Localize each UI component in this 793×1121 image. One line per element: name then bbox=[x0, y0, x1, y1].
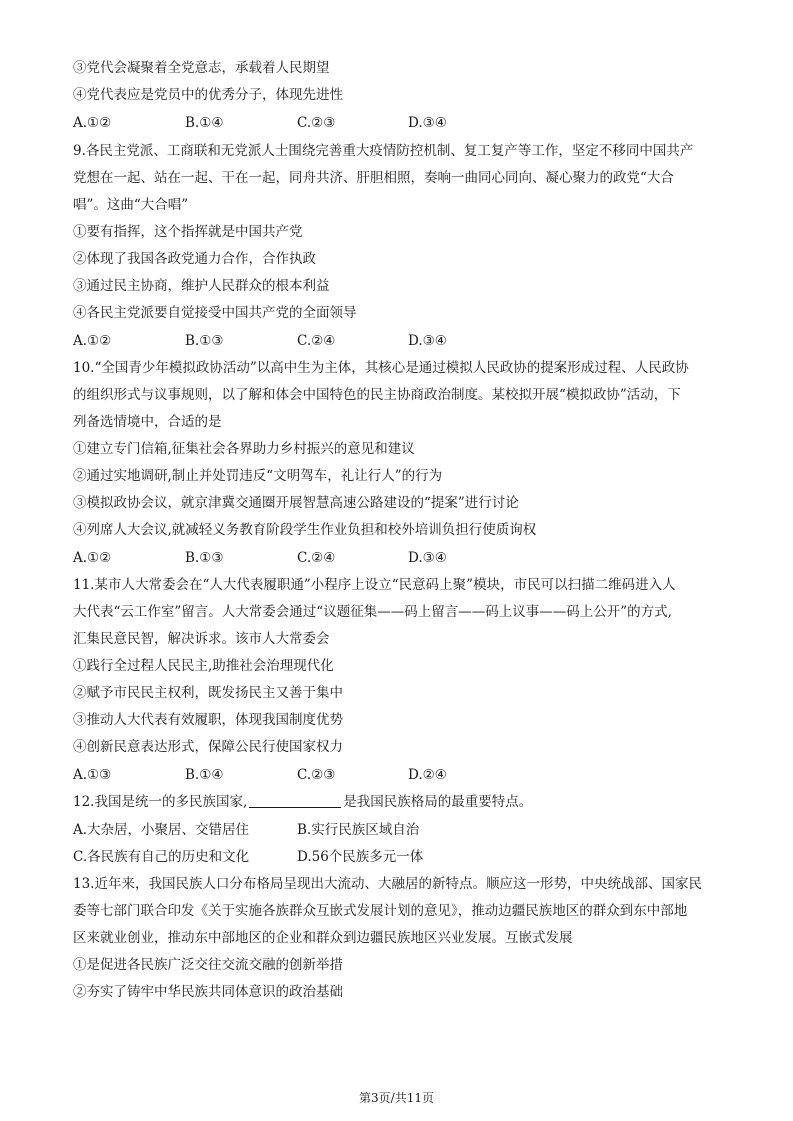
q13-stem-line-1: 13.近年来，我国民族人口分布格局呈现出大流动、大融居的新特点。顺应这一形势，中央统战部、国家民 bbox=[73, 876, 702, 892]
q10-option-b[interactable]: B.①③ bbox=[185, 550, 224, 566]
q13-stem-line-2: 委等七部门联合印发《关于实施各族群众互嵌式发展计划的意见》，推动边疆民族地区的群众到东中部地 bbox=[73, 903, 688, 919]
q11-item-2: ②赋予市民民主权利，既发扬民主又善于集中 bbox=[73, 685, 343, 701]
q10-option-d[interactable]: D.③④ bbox=[408, 550, 447, 566]
q9-stem-line-1: 9.各民主党派、工商联和无党派人士围绕完善重大疫情防控机制、复工复产等工作，坚定不移同中国共产 bbox=[73, 143, 694, 159]
q9-option-b[interactable]: B.①③ bbox=[185, 333, 224, 349]
q10-item-1: ①建立专门信箱,征集社会各界助力乡村振兴的意见和建议 bbox=[73, 441, 415, 457]
q12-option-a[interactable]: A.大杂居，小聚居、交错居住 bbox=[73, 822, 250, 838]
q9-item-2: ②体现了我国各政党通力合作，合作执政 bbox=[73, 251, 316, 267]
q9-option-c[interactable]: C.②④ bbox=[297, 333, 336, 349]
q12-options-row-2 bbox=[73, 847, 733, 867]
q8-option-b[interactable]: B.①④ bbox=[185, 115, 224, 131]
q11-item-4: ④创新民意表达形式，保障公民行使国家权力 bbox=[73, 739, 343, 755]
q10-options bbox=[73, 548, 733, 568]
q9-item-1: ①要有指挥，这个指挥就是中国共产党 bbox=[73, 224, 303, 240]
q8-item-4: ④党代表应是党员中的优秀分子，体现先进性 bbox=[73, 87, 343, 103]
q10-item-3: ③模拟政协会议，就京津冀交通圈开展智慧高速公路建设的“提案”进行讨论 bbox=[73, 495, 519, 511]
q13-item-2: ②夯实了铸牢中华民族共同体意识的政治基础 bbox=[73, 984, 343, 1000]
q11-options bbox=[73, 765, 733, 785]
q12-option-c[interactable]: C.各民族有自己的历史和文化 bbox=[73, 849, 250, 865]
q13-item-1: ①是促进各民族广泛交往交流交融的创新举措 bbox=[73, 957, 343, 973]
q11-option-a[interactable]: A.①③ bbox=[73, 767, 112, 783]
q10-stem-line-1: 10.“全国青少年模拟政协活动”以高中生为主体，其核心是通过模拟人民政协的提案形成过程、人民政协 bbox=[73, 360, 689, 376]
q10-item-2: ②通过实地调研,制止并处罚违反“文明驾车，礼让行人”的行为 bbox=[73, 468, 443, 484]
q12-option-b[interactable]: B.实行民族区域自治 bbox=[297, 822, 420, 838]
q11-item-3: ③推动人大代表有效履职，体现我国制度优势 bbox=[73, 712, 343, 728]
q9-stem-line-3: 唱”。这曲“大合唱” bbox=[73, 197, 189, 213]
page-number: 第3页/共11页 bbox=[359, 1091, 434, 1105]
q11-item-1: ①践行全过程人民民主,助推社会治理现代化 bbox=[73, 658, 334, 674]
q10-stem-line-2: 的组织形式与议事规则，以了解和体会中国特色的民主协商政治制度。某校拟开展“模拟政协”活动，下 bbox=[73, 387, 681, 403]
q12-stem-before: 12.我国是统一的多民族国家, bbox=[73, 794, 248, 810]
q11-stem-line-2: 大代表“云工作室”留言。人大常委会通过“议题征集——码上留言——码上议事——码上公开”的方式, bbox=[73, 604, 672, 620]
q9-item-3: ③通过民主协商，维护人民群众的根本利益 bbox=[73, 278, 330, 294]
q9-stem-line-2: 党想在一起、站在一起、干在一起，同舟共济、肝胆相照，奏响一曲同心同向、凝心聚力的政党“大合 bbox=[73, 170, 674, 186]
q10-item-4: ④列席人大会议,就减轻义务教育阶段学生作业负担和校外培训负担行使质询权 bbox=[73, 522, 537, 538]
q9-option-d[interactable]: D.③④ bbox=[408, 333, 447, 349]
q8-option-a[interactable]: A.①② bbox=[73, 115, 112, 131]
q11-stem-line-1: 11.某市人大常委会在“人大代表履职通”小程序上设立“民意码上聚”模块，市民可以扫描二维码进入人 bbox=[73, 577, 676, 593]
q10-option-c[interactable]: C.②④ bbox=[297, 550, 336, 566]
q10-stem-line-3: 列备选情境中，合适的是 bbox=[73, 414, 222, 430]
q13-stem-line-3: 区来就业创业，推动东中部地区的企业和群众到边疆民族地区兴业发展。互嵌式发展 bbox=[73, 930, 573, 946]
q8-options bbox=[73, 113, 733, 133]
q9-option-a[interactable]: A.①② bbox=[73, 333, 112, 349]
q12-stem-after: 是我国民族格局的最重要特点。 bbox=[343, 794, 533, 810]
q9-options bbox=[73, 331, 733, 351]
q12-answer-blank[interactable] bbox=[249, 793, 341, 808]
q8-option-c[interactable]: C.②③ bbox=[297, 115, 336, 131]
q11-option-d[interactable]: D.②④ bbox=[408, 767, 447, 783]
q10-option-a[interactable]: A.①② bbox=[73, 550, 112, 566]
q11-option-b[interactable]: B.①④ bbox=[185, 767, 224, 783]
q11-option-c[interactable]: C.②③ bbox=[297, 767, 336, 783]
q9-item-4: ④各民主党派要自觉接受中国共产党的全面领导 bbox=[73, 305, 357, 321]
q12-stem bbox=[73, 792, 733, 812]
q11-stem-line-3: 汇集民意民智，解决诉求。该市人大常委会 bbox=[73, 631, 330, 647]
q8-item-3: ③党代会凝聚着全党意志，承载着人民期望 bbox=[73, 60, 330, 76]
q12-options-row-1 bbox=[73, 820, 733, 840]
q8-option-d[interactable]: D.③④ bbox=[408, 115, 447, 131]
q12-option-d[interactable]: D.56个民族多元一体 bbox=[297, 849, 424, 865]
